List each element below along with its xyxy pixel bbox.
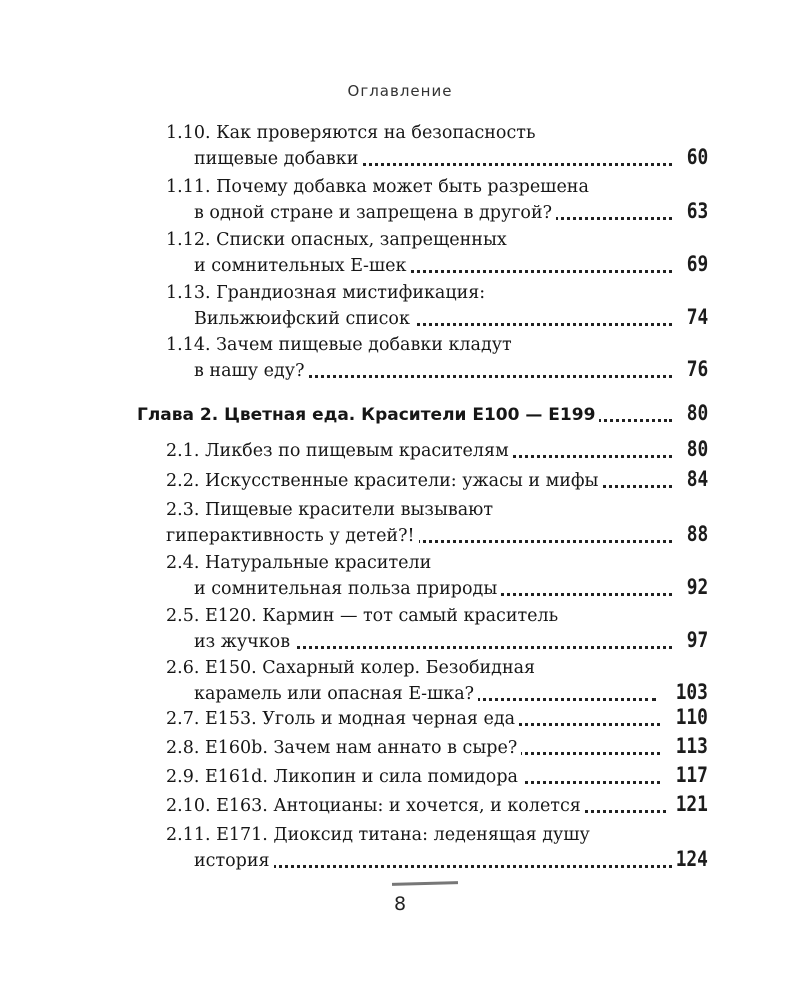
page-number: 8 <box>393 893 407 915</box>
toc-entry-title-line1: 2.11. Е171. Диоксид титана: леденящая душу <box>166 825 590 845</box>
toc-entry-title-line1: 1.13. Грандиозная мистификация: <box>166 283 486 303</box>
toc-entry-title: 2.9. Е161d. Ликопин и сила помидора <box>166 767 522 787</box>
toc-chapter-heading <box>0 402 800 430</box>
toc-entry-page: 88 <box>686 522 708 546</box>
toc-entry <box>0 706 800 734</box>
toc-entry <box>0 655 800 707</box>
toc-entry-page: 80 <box>686 437 708 461</box>
toc-entry-title-line1: 1.14. Зачем пищевые добавки кладут <box>166 335 512 355</box>
toc-entry-page: 121 <box>675 792 708 816</box>
toc-entry-title-line2: и сомнительная польза природы <box>194 579 501 599</box>
toc-entry-title-line1: 2.5. Е120. Кармин — тот самый краситель <box>166 606 559 626</box>
running-head-title: Оглавление <box>347 82 453 100</box>
toc-entry-page: 84 <box>686 467 708 491</box>
toc-entry-page: 69 <box>686 252 708 276</box>
toc-entry-page: 74 <box>686 305 708 329</box>
toc-entry <box>0 764 800 792</box>
toc-entry-title-line2: история <box>194 851 274 871</box>
toc-entry <box>0 174 800 226</box>
toc-entry-title-line1: 2.3. Пищевые красители вызывают <box>166 500 494 520</box>
toc-entry-page: 97 <box>686 628 708 652</box>
toc-entry <box>0 822 800 874</box>
toc-entry-page: 76 <box>686 357 708 381</box>
toc-entry-page: 117 <box>675 763 708 787</box>
toc-entry <box>0 468 800 496</box>
toc-entry-page: 92 <box>686 575 708 599</box>
toc-entry-page: 63 <box>686 199 708 223</box>
toc-entry-title: 2.7. Е153. Уголь и модная черная еда <box>166 709 519 729</box>
toc-entry-title-line2: пищевые добавки <box>194 149 362 169</box>
toc-entry-page: 124 <box>675 847 708 871</box>
toc-entry-page: 113 <box>675 734 708 758</box>
toc-entry <box>0 120 800 172</box>
toc-entry-page: 110 <box>675 705 708 729</box>
toc-entry-page: 80 <box>686 401 708 425</box>
toc-entry-title: 2.1. Ликбез по пищевым красителям <box>166 441 513 461</box>
toc-entry-page: 103 <box>675 680 708 704</box>
toc-entry <box>0 438 800 466</box>
toc-entry-page: 60 <box>686 145 708 169</box>
toc-entry-title: 2.8. Е160b. Зачем нам аннато в сыре? <box>166 738 521 758</box>
toc-entry-title-line2: из жучков <box>194 632 294 652</box>
toc-entry <box>0 793 800 821</box>
toc-entry <box>0 227 800 279</box>
toc-entry-title-line2: и сомнительных Е-шек <box>194 256 410 276</box>
folio-rule <box>392 881 458 886</box>
toc-entry-title-line1: 2.4. Натуральные красители <box>166 553 432 573</box>
toc-entry-title: 2.10. Е163. Антоцианы: и хочется, и колется <box>166 796 585 816</box>
toc-entry-title-line2: в нашу еду? <box>194 361 308 381</box>
toc-entry <box>0 550 800 602</box>
toc-entry <box>0 497 800 549</box>
chapter-title: Глава 2. Цветная еда. Красители Е100 — Е199 <box>137 405 599 425</box>
toc-entry <box>0 735 800 763</box>
toc-entry-title-line2: Вильжюифский список <box>194 309 414 329</box>
toc-entry-title: 2.2. Искусственные красители: ужасы и мифы <box>166 471 602 491</box>
toc-entry-title-line1: 1.12. Списки опасных, запрещенных <box>166 230 507 250</box>
toc-entry <box>0 332 800 384</box>
toc-entry <box>0 280 800 332</box>
toc-entry <box>0 603 800 655</box>
toc-entry-title-line2: карамель или опасная Е-шка? <box>194 684 478 704</box>
toc-entry-title-line1: 1.11. Почему добавка может быть разрешена <box>166 177 589 197</box>
toc-entry-title-line1: 1.10. Как проверяются на безопасность <box>166 123 536 143</box>
toc-entry-title-line1: 2.6. Е150. Сахарный колер. Безобидная <box>166 658 536 678</box>
toc-entry-title-line2: в одной стране и запрещена в другой? <box>194 203 556 223</box>
toc-entry-title-line2: гиперактивность у детей?! <box>166 526 419 546</box>
